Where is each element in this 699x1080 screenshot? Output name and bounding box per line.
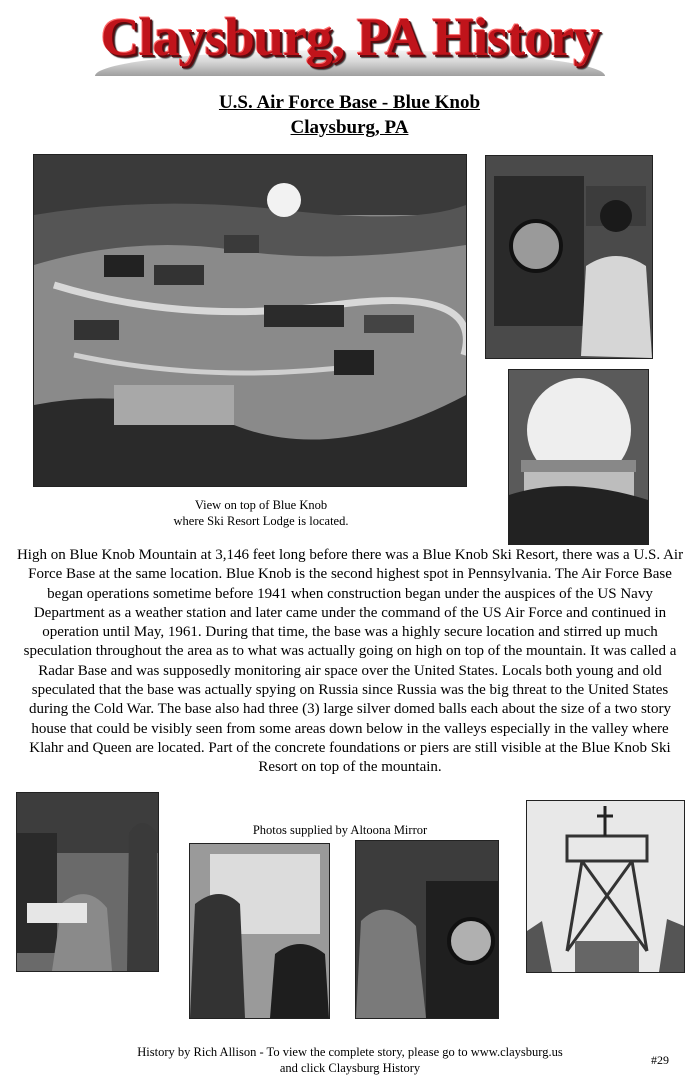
map-room-photo: [189, 843, 330, 1019]
footer-line: History by Rich Allison - To view the complete story, please go to www.claysburg.us: [137, 1045, 563, 1059]
article-body: High on Blue Knob Mountain at 3,146 feet long before there was a Blue Knob Ski Resort, there was a U.S. Air Force Base at the same location. Blue Knob is the second highest spot in Pennsylvania. The Air Force Base began operations sometime before 1941 when construction began under the auspices of the US Navy Department as a weather station and later came under the command of the US Air Force and continued in operation until May, 1961. During that time, the base was a highly secure location and stirred up much speculation throughout the area as to what was actually going on high on top of the mountain. It was called a Radar Base and was supposedly monitoring air space over the United States. Locals both young and old speculated that the base was actually spying on Russia since Russia was the big threat to the United States during the Cold War. The base also had three (3) large silver domed balls each about the size of a two story house that could be visibly seen from some areas down below in the valleys especially in the valley where Klahr and Queen are located. Part of the concrete foundations or piers are still visible at the Blue Knob Ski Resort on top of the mountain.: [16, 547, 684, 776]
caption-line: View on top of Blue Knob: [194, 498, 328, 512]
footer-line: and click Claysburg History: [279, 1061, 421, 1075]
caption-line: where Ski Resort Lodge is located.: [173, 514, 349, 528]
page-title: U.S. Air Force Base - Blue Knob: [218, 92, 481, 113]
radar-tower-photo: [526, 800, 685, 973]
aerial-base-photo: [33, 154, 467, 487]
photo-credit: Photos supplied by Altoona Mirror: [252, 823, 428, 837]
page-number: #29: [651, 1053, 669, 1067]
radar-console-photo: [355, 840, 499, 1019]
radar-operator-photo: [485, 155, 653, 359]
operators-photo: [16, 792, 159, 972]
radome-photo: [508, 369, 649, 545]
page-subtitle: Claysburg, PA: [290, 117, 409, 138]
aerial-photo-caption: [120, 497, 402, 529]
footer: [100, 1044, 600, 1076]
banner: [70, 2, 630, 82]
banner-title: Claysburg, PA History: [100, 7, 600, 67]
